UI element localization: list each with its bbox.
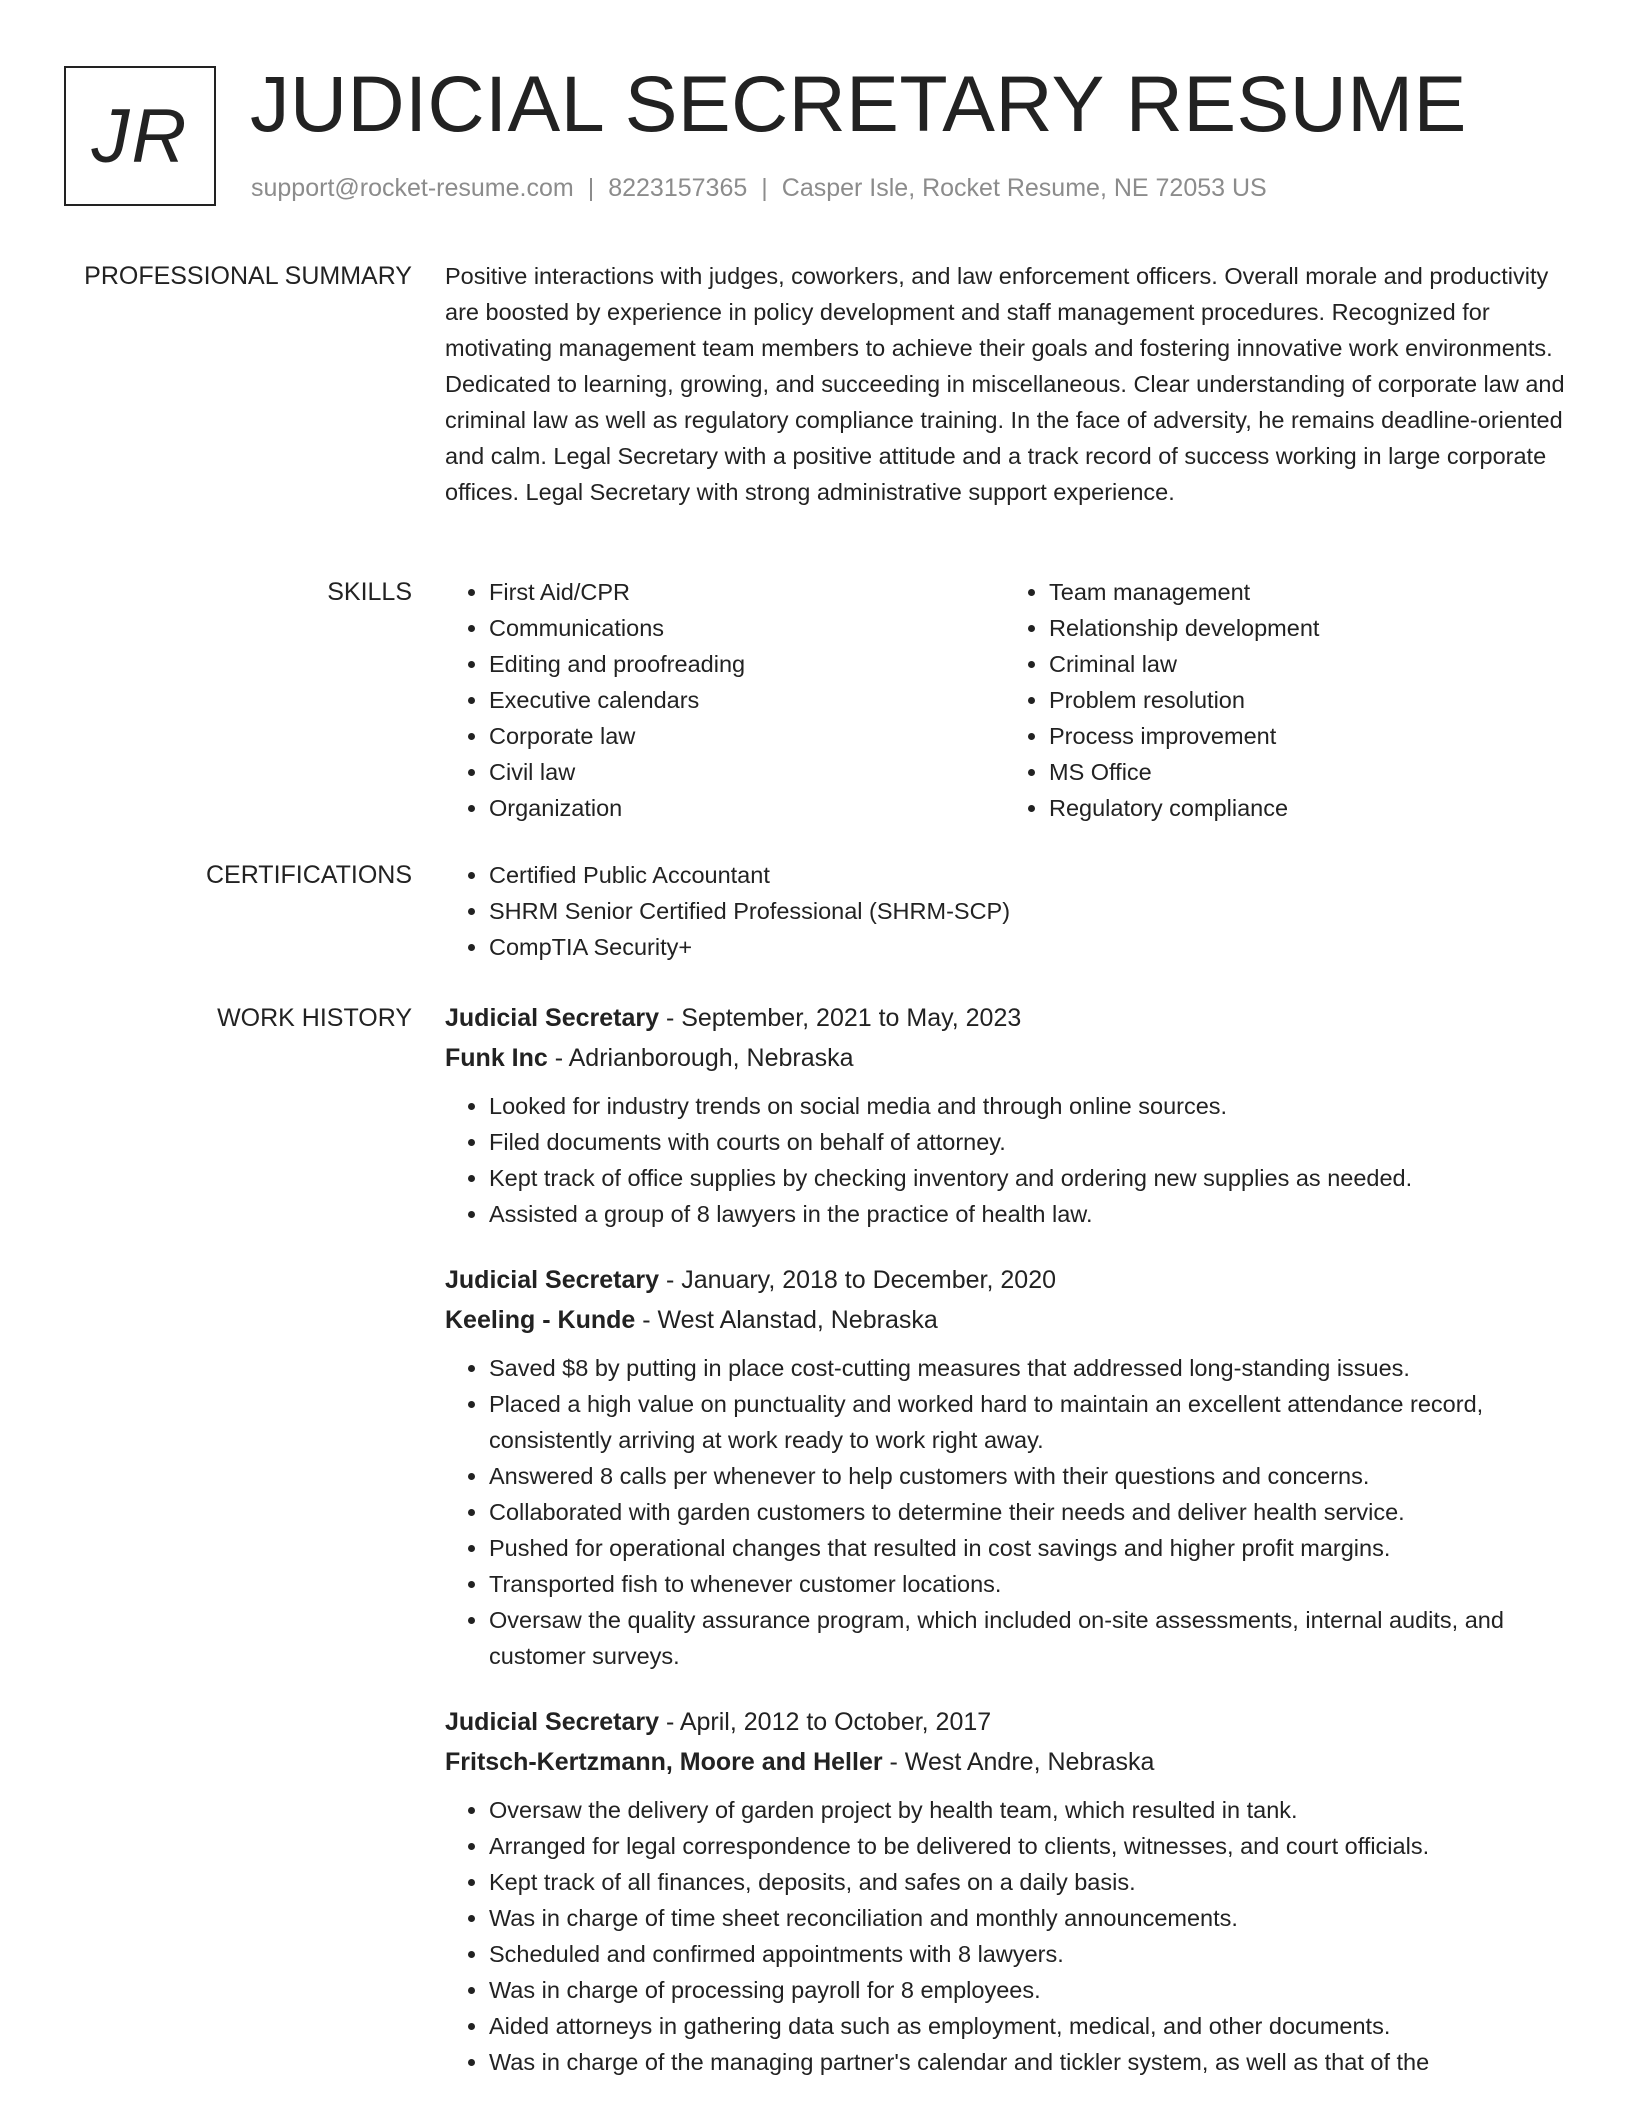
list-item: • Scheduled and confirmed appointments with 8 lawyers.	[489, 1936, 1565, 1972]
skills-list-left	[445, 574, 1005, 826]
certifications-list	[445, 857, 1565, 965]
job-company-line	[445, 1038, 1565, 1078]
skills-body	[445, 574, 1565, 826]
list-item: • Saved $8 by putting in place cost-cutting measures that addressed long-standing issues.	[489, 1350, 1565, 1386]
list-item: • Executive calendars	[489, 682, 1005, 718]
list-item: • Transported fish to whenever customer locations.	[489, 1566, 1565, 1602]
job-title-line	[445, 1702, 1565, 1742]
job-title: Judicial Secretary	[445, 1708, 660, 1736]
contact-email[interactable]: support@rocket-resume.com	[251, 174, 574, 202]
job-dates: - January, 2018 to December, 2020	[659, 1266, 1057, 1294]
list-item: • Pushed for operational changes that resulted in cost savings and higher profit margins.	[489, 1530, 1565, 1566]
list-item: • Oversaw the quality assurance program, which included on-site assessments, internal audits, and customer surveys.	[489, 1602, 1565, 1674]
list-item: • Answered 8 calls per whenever to help customers with their questions and concerns.	[489, 1458, 1565, 1494]
job-company: Keeling - Kunde	[445, 1306, 636, 1334]
job-entry	[445, 998, 1565, 1232]
contact-separator: |	[587, 174, 595, 202]
section-label-certifications: CERTIFICATIONS	[205, 861, 412, 889]
list-item: • Collaborated with garden customers to determine their needs and deliver health service.	[489, 1494, 1565, 1530]
section-label-summary: PROFESSIONAL SUMMARY	[84, 262, 412, 290]
job-entry	[445, 1702, 1565, 2080]
section-label-skills: SKILLS	[327, 578, 412, 606]
list-item: • Certified Public Accountant	[489, 857, 1565, 893]
list-item: • Kept track of all finances, deposits, and safes on a daily basis.	[489, 1864, 1565, 1900]
list-item: • Problem resolution	[1049, 682, 1565, 718]
list-item: • Civil law	[489, 754, 1005, 790]
job-company: Funk Inc	[445, 1044, 548, 1072]
list-item: • Arranged for legal correspondence to be delivered to clients, witnesses, and court officials.	[489, 1828, 1565, 1864]
list-item: • Corporate law	[489, 718, 1005, 754]
certifications-body	[445, 857, 1565, 965]
contact-address: Casper Isle, Rocket Resume, NE 72053 US	[781, 174, 1267, 202]
list-item: • Relationship development	[1049, 610, 1565, 646]
list-item: • Communications	[489, 610, 1005, 646]
list-item: • Assisted a group of 8 lawyers in the practice of health law.	[489, 1196, 1565, 1232]
resume-title: JUDICIAL SECRETARY RESUME	[250, 59, 1467, 148]
list-item: • Filed documents with courts on behalf of attorney.	[489, 1124, 1565, 1160]
job-company-line	[445, 1300, 1565, 1340]
job-title: Judicial Secretary	[445, 1266, 660, 1294]
monogram-logo	[64, 66, 216, 206]
contact-phone[interactable]: 8223157365	[608, 174, 748, 202]
list-item: • Oversaw the delivery of garden project by health team, which resulted in tank.	[489, 1792, 1565, 1828]
list-item: • Placed a high value on punctuality and worked hard to maintain an excellent attendance record, consistently arriving at work ready to work right away.	[489, 1386, 1565, 1458]
job-location: - Adrianborough, Nebraska	[547, 1044, 854, 1072]
job-title-line	[445, 1260, 1565, 1300]
list-item: • Kept track of office supplies by checking inventory and ordering new supplies as needed.	[489, 1160, 1565, 1196]
list-item: • Was in charge of time sheet reconciliation and monthly announcements.	[489, 1900, 1565, 1936]
list-item: • SHRM Senior Certified Professional (SHRM-SCP)	[489, 893, 1565, 929]
contact-separator: |	[761, 174, 768, 202]
list-item: • Was in charge of the managing partner's calendar and tickler system, as well as that of the	[489, 2044, 1565, 2080]
job-title-line	[445, 998, 1565, 1038]
job-dates: - April, 2012 to October, 2017	[659, 1708, 992, 1736]
list-item: • First Aid/CPR	[489, 574, 1005, 610]
list-item: • MS Office	[1049, 754, 1565, 790]
job-title: Judicial Secretary	[445, 1004, 660, 1032]
list-item: • Looked for industry trends on social media and through online sources.	[489, 1088, 1565, 1124]
list-item: • CompTIA Security+	[489, 929, 1565, 965]
list-item: • Aided attorneys in gathering data such as employment, medical, and other documents.	[489, 2008, 1565, 2044]
summary-text: Positive interactions with judges, coworkers, and law enforcement officers. Overall morale and productivity are boosted by experience in policy development and staff management procedures. Recognized for motivating management team members to achieve their goals and fostering innovative work environments. Dedicated to learning, growing, and succeeding in miscellaneous. Clear understanding of corporate law and criminal law as well as regulatory compliance training. In the face of adversity, he remains deadline-oriented and calm. Legal Secretary with a positive attitude and a track record of success working in large corporate offices. Legal Secretary with strong administrative support experience.	[445, 263, 1565, 505]
job-location: - West Alanstad, Nebraska	[635, 1306, 938, 1334]
monogram-initials: JR	[91, 93, 189, 179]
list-item: • Editing and proofreading	[489, 646, 1005, 682]
job-company: Fritsch-Kertzmann, Moore and Heller	[445, 1748, 883, 1776]
job-bullets	[445, 1350, 1565, 1674]
list-item: • Team management	[1049, 574, 1565, 610]
list-item: • Organization	[489, 790, 1005, 826]
list-item: • Was in charge of processing payroll for 8 employees.	[489, 1972, 1565, 2008]
job-location: - West Andre, Nebraska	[882, 1748, 1155, 1776]
list-item: • Process improvement	[1049, 718, 1565, 754]
job-dates: - September, 2021 to May, 2023	[659, 1004, 1022, 1032]
contact-line	[251, 174, 1267, 203]
list-item: • Criminal law	[1049, 646, 1565, 682]
job-entry	[445, 1260, 1565, 1674]
job-company-line	[445, 1742, 1565, 1782]
job-bullets	[445, 1088, 1565, 1232]
skills-list-right	[1005, 574, 1565, 826]
list-item: • Regulatory compliance	[1049, 790, 1565, 826]
section-label-work-history: WORK HISTORY	[217, 1004, 412, 1032]
summary-body	[445, 258, 1565, 510]
work-history-body	[445, 998, 1565, 2108]
job-bullets	[445, 1792, 1565, 2080]
